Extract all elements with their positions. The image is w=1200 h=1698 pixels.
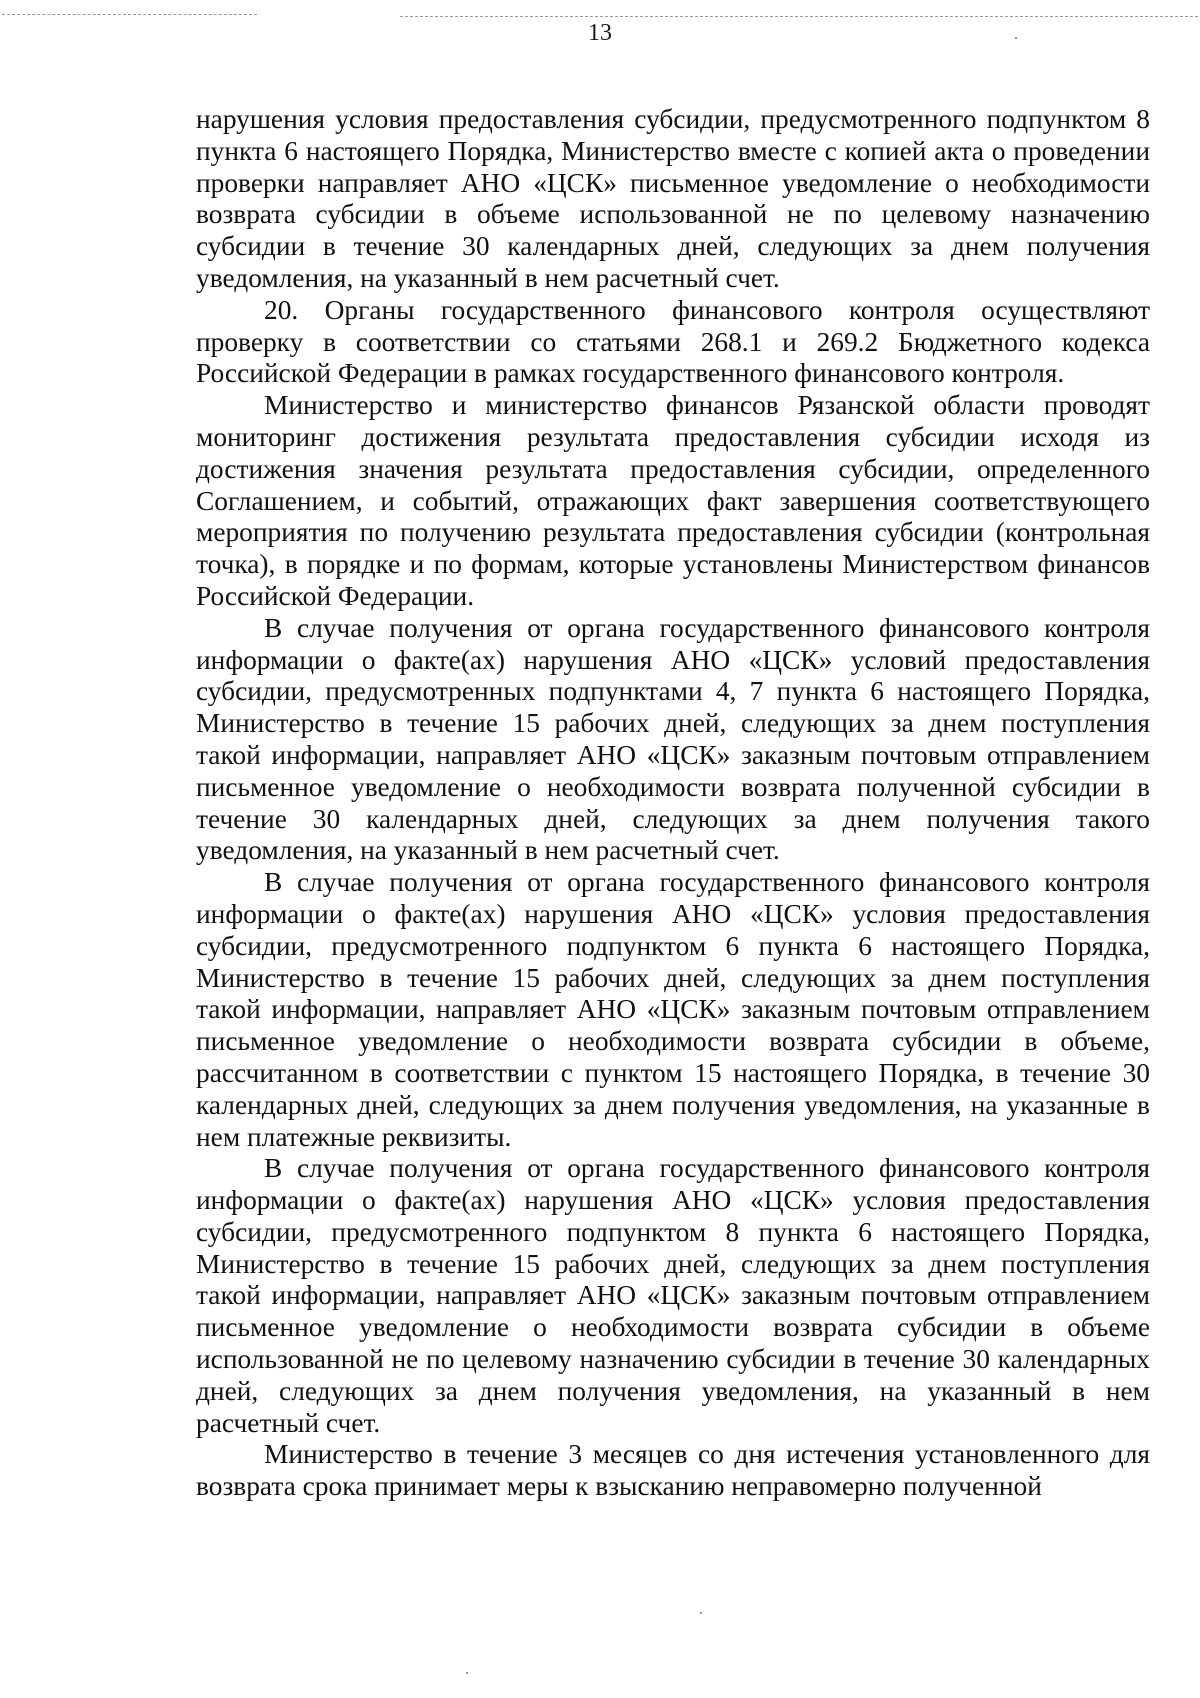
scan-artifact-line-left — [2, 14, 257, 15]
scan-artifact-line-right — [400, 16, 1198, 17]
paragraph-continuation: нарушения условия предоставления субсидии, предусмотренного подпунктом 8 пункта 6 настоящего Порядка, Министерство вместе с копией акта о проведении проверки направляет АНО «ЦСК» письменное уведомление о необходимости возврата субсидии в объеме использованной не по целевому назначению субсидии в течение 30 календарных дней, следующих за днем получения уведомления, на указанный в нем расчетный счет. — [196, 104, 1150, 293]
paragraph-monitoring: Министерство и министерство финансов Рязанской области проводят мониторинг достижения результата предоставления субсидии исходя из достижения значения результата предоставления субсидии, определенного Соглашением, и событий, отражающих факт завершения соответствующего мероприятия по получению результата предоставления субсидии (контрольная точка), в порядке и по формам, которые установлены Министерством финансов Российской Федерации. — [196, 390, 1150, 611]
paragraph-violation-6: В случае получения от органа государственного финансового контроля информации о факте(ах) нарушения АНО «ЦСК» условия предоставления субсидии, предусмотренного подпунктом 6 пункта 6 настоящего Порядка, Министерство в течение 15 рабочих дней, следующих за днем поступления такой информации, направляет АНО «ЦСК» заказным почтовым отправлением письменное уведомление о необходимости возврата субсидии в объеме, рассчитанном в соответствии с пунктом 15 настоящего Порядка, в течение 30 календарных дней, следующих за днем получения уведомления, на указанные в нем платежные реквизиты. — [196, 867, 1150, 1152]
paragraph-20: 20. Органы государственного финансового контроля осуществляют проверку в соответствии со статьями 268.1 и 269.2 Бюджетного кодекса Российской Федерации в рамках государственного финансового контроля. — [196, 294, 1150, 389]
paragraph-violation-4-7: В случае получения от органа государственного финансового контроля информации о факте(ах) нарушения АНО «ЦСК» условий предоставления субсидии, предусмотренных подпунктами 4, 7 пункта 6 настоящего Порядка, Министерство в течение 15 рабочих дней, следующих за днем поступления такой информации, направляет АНО «ЦСК» заказным почтовым отправлением письменное уведомление о необходимости возврата полученной субсидии в течение 30 календарных дней, следующих за днем получения такого уведомления, на указанный в нем расчетный счет. — [196, 612, 1150, 866]
page-number: 13 — [588, 20, 612, 46]
scan-speck — [466, 1672, 468, 1674]
paragraph-recovery: Министерство в течение 3 месяцев со дня истечения установленного для возврата срока принимает меры к взысканию неправомерно полученной — [196, 1439, 1150, 1502]
paragraph-violation-8: В случае получения от органа государственного финансового контроля информации о факте(ах) нарушения АНО «ЦСК» условия предоставления субсидии, предусмотренного подпунктом 8 пункта 6 настоящего Порядка, Министерство в течение 15 рабочих дней, следующих за днем поступления такой информации, направляет АНО «ЦСК» заказным почтовым отправлением письменное уведомление о необходимости возврата субсидии в объеме использованной не по целевому назначению субсидии в течение 30 календарных дней, следующих за днем получения уведомления, на указанный в нем расчетный счет. — [196, 1153, 1150, 1438]
document-body — [196, 104, 1150, 1503]
scan-speck — [700, 1612, 702, 1614]
